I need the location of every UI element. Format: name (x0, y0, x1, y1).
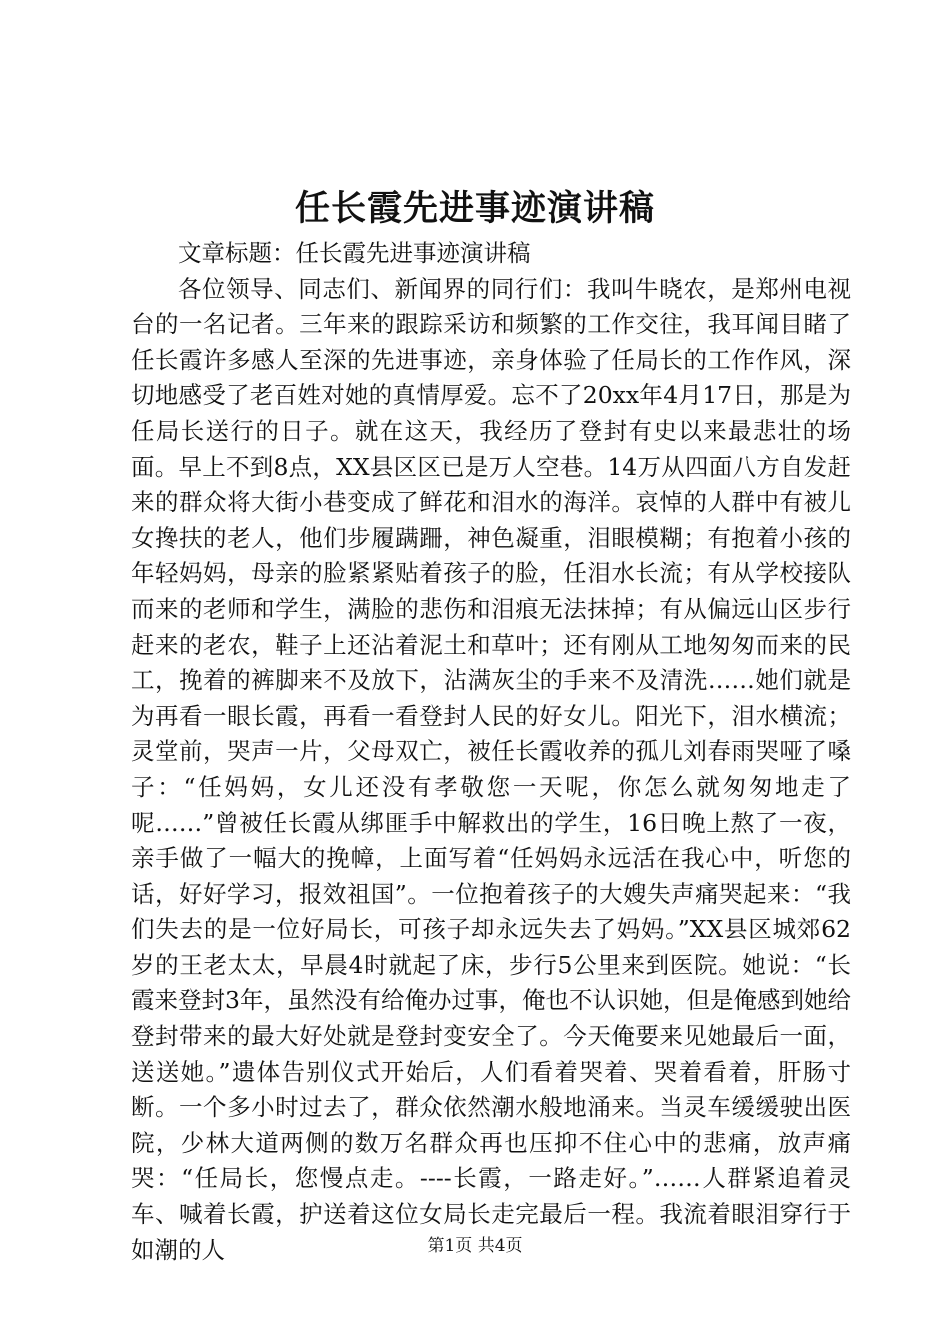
subtitle-line: 文章标题：任长霞先进事迹演讲稿 (178, 239, 531, 267)
page-indicator: 第1页 共4页 (427, 1236, 523, 1256)
body-paragraph: 各位领导、同志们、新闻界的同行们：我叫牛晓农，是郑州电视台的一名记者。三年来的跟踪采访和频繁的工作交往，我耳闻目睹了任长霞许多感人至深的先进事迹，亲身体验了任局长的工作作风，深切地感受了老百姓对她的真情厚爱。忘不了20xx年4月17日，那是为任局长送行的日子。就在这天，我经历了登封有史以来最悲壮的场面。早上不到8点，XX县区区已是万人空巷。14万从四面八方自发赶来的群众将大街小巷变成了鲜花和泪水的海洋。哀悼的人群中有被儿女搀扶的老人，他们步履蹒跚，神色凝重，泪眼模糊；有抱着小孩的年轻妈妈，母亲的脸紧紧贴着孩子的脸，任泪水长流；有从学校接队而来的老师和学生，满脸的悲伤和泪痕无法抹掉；有从偏远山区步行赶来的老农，鞋子上还沾着泥土和草叶；还有刚从工地匆匆而来的民工，挽着的裤脚来不及放下，沾满灰尘的手来不及清洗……她们就是为再看一眼长霞，再看一看登封人民的好女儿。阳光下，泪水横流；灵堂前，哭声一片，父母双亡，被任长霞收养的孤儿刘春雨哭哑了嗓子：“任妈妈，女儿还没有孝敬您一天呢，你怎么就匆匆地走了呢……”曾被任长霞从绑匪手中解救出的学生，16日晚上熬了一夜，亲手做了一幅大的挽幛，上面写着“任妈妈永远活在我心中，听您的话，好好学习，报效祖国”。一位抱着孩子的大嫂失声痛哭起来：“我们失去的是一位好局长，可孩子却永远失去了妈妈。”XX县区城郊62岁的王老太太，早晨4时就起了床，步行5公里来到医院。她说：“长霞来登封3年，虽然没有给俺办过事，俺也不认识她，但是俺感到她给登封带来的最大好处就是登封变安全了。今天俺要来见她最后一面，送送她。”遗体告别仪式开始后，人们看着哭着、哭着看着，肝肠寸断。一个多小时过去了，群众依然潮水般地涌来。当灵车缓缓驶出医院，少林大道两侧的数万名群众再也压抑不住心中的悲痛，放声痛哭：“任局长，您慢点走。----长霞，一路走好。”……人群紧追着灵车、喊着长霞，护送着这位女局长走完最后一程。我流着眼泪穿行于如潮的人 (131, 274, 851, 1264)
document-title: 任长霞先进事迹演讲稿 (294, 188, 655, 229)
document-body (131, 236, 851, 1268)
